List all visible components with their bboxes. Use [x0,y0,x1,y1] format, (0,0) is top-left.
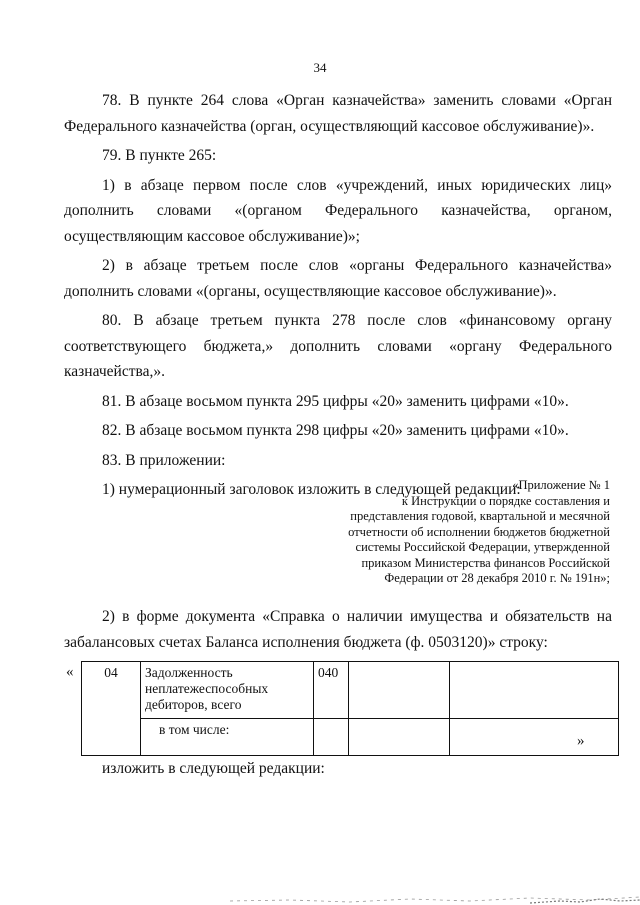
row-label-cell: Задолженность неплатежеспособных дебиторов, всего [141,662,314,719]
row-sublabel-cell: в том числе: [141,719,314,756]
paragraph-82: 82. В абзаце восьмом пункта 298 цифры «20» заменить цифрами «10». [102,422,569,439]
form-paragraph: 2) в форме документа «Справка о наличии имущества и обязательств на забалансовых счетах Баланса исполнения бюджета (ф. 0503120)» строку: [64,608,612,651]
value-cell [450,719,619,756]
table-row [82,662,619,719]
paragraph-81: 81. В абзаце восьмом пункта 295 цифры «20» заменить цифрами «10». [102,392,569,410]
table-open-quote: « [66,664,74,680]
form-table [81,661,619,756]
appendix-line: «Приложение № 1 [512,478,610,492]
appendix-line: Федерации от 28 декабря 2010 г. № 191н»; [384,571,610,585]
value-cell [349,719,450,756]
appendix-heading [320,478,610,587]
closing-text: изложить в следующей редакции: [102,760,325,777]
paragraph-79-1: 1) в абзаце первом после слов «учреждений, иных юридических лиц» дополнить словами «(органом Федерального казначейства, органом, осуществляющим кассовое обслуживание)»; [64,176,612,245]
value-cell [450,662,619,719]
table-close-quote: » [577,733,585,749]
paragraph-83: 83. В приложении: [102,451,226,469]
paragraph-78: 78. В пункте 264 слова «Орган казначейства» заменить словами «Орган Федерального казначейства (орган, осуществляющий кассовое обслуживание)». [64,92,612,135]
line-code-cell [314,719,349,756]
appendix-line: к Инструкции о порядке составления и [401,493,610,508]
form-paragraph-block [64,604,612,655]
paragraph-80: 80. В абзаце третьем пункта 278 после слов «финансовому органу соответствующего бюджета,» дополнить словами «органу Федерального казначейства,». [64,312,612,380]
appendix-line: приказом Министерства финансов Российской [361,555,610,570]
appendix-line: отчетности об исполнении бюджетов бюджетной [348,524,610,539]
line-code-cell: 040 [314,662,349,719]
paragraph-83-1: 1) нумерационный заголовок изложить в следующей редакции: [102,481,521,498]
paragraph-79: 79. В пункте 265: [102,147,217,164]
scan-edge-noise [230,889,640,905]
appendix-line: системы Российской Федерации, утвержденной [355,540,610,554]
table-row [82,719,619,756]
appendix-line: представления годовой, квартальной и месячной [350,509,610,523]
value-cell [349,662,450,719]
document-body [64,88,612,507]
row-code-cell: 04 [82,662,141,756]
page-number: 34 [313,60,327,75]
paragraph-79-2: 2) в абзаце третьем после слов «органы Федерального казначейства» дополнить словами «(органы, осуществляющие кассовое обслуживание)». [64,257,612,300]
